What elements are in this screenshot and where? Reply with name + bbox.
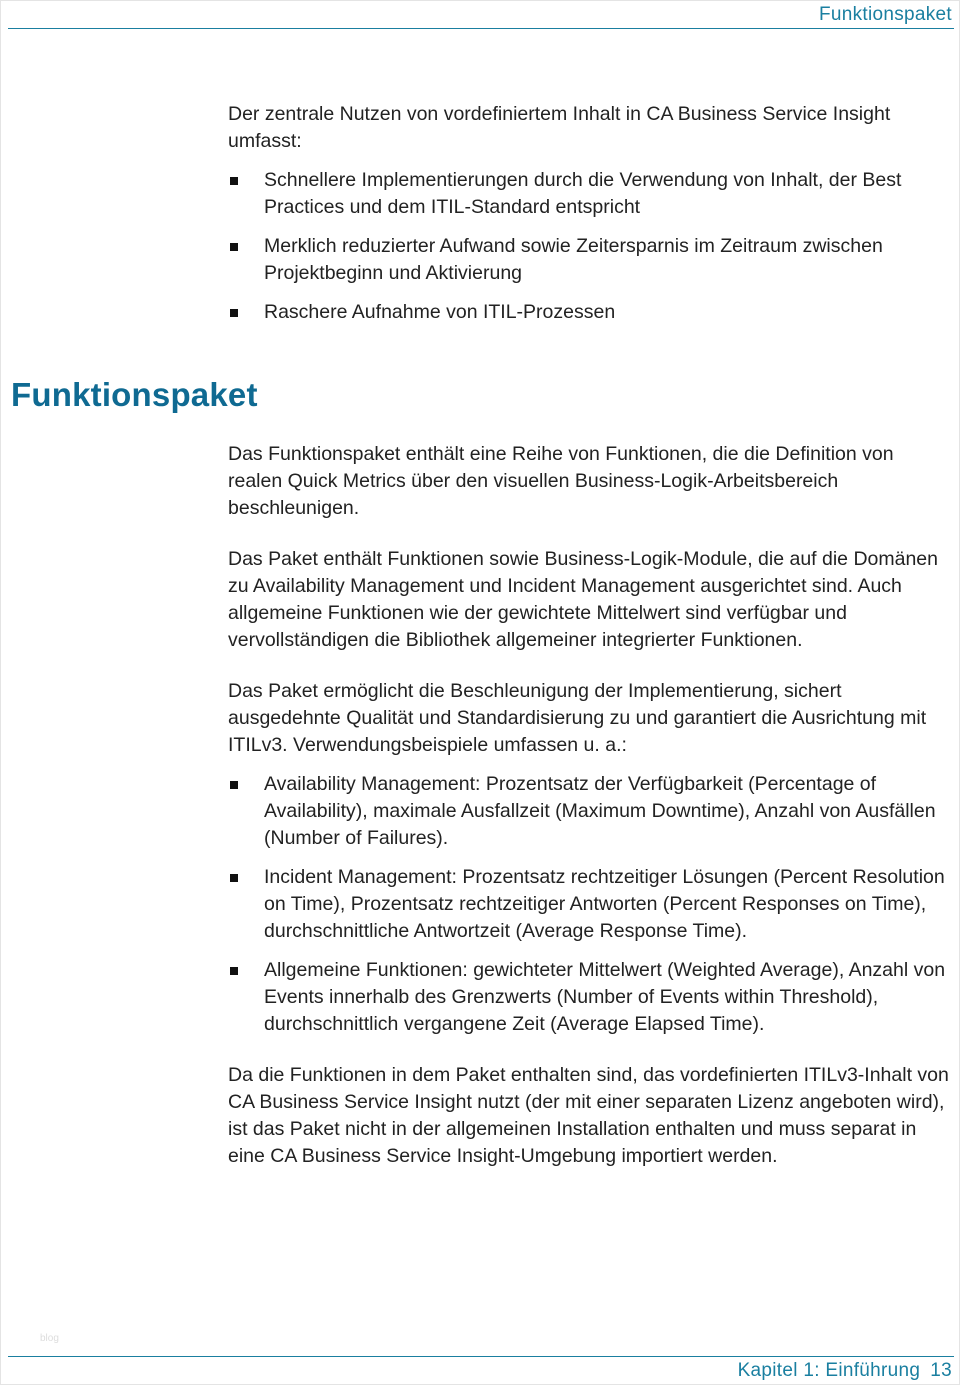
list-item-text: Merklich reduzierter Aufwand sowie Zeitersparnis im Zeitraum zwischen Projektbeginn und Aktivierung: [264, 235, 883, 284]
square-bullet-icon: [230, 967, 238, 975]
section-paragraph-2: Das Paket enthält Funktionen sowie Business-Logik-Module, die auf die Domänen zu Availability Management und Incident Management ausgerichtet sind. Auch allgemeine Funktionen wie der gewichtete Mittelwert sind verfügbar und vervollständigen die Bibliothek allgemeiner integrierter Funktionen.: [228, 548, 938, 651]
list-item-text: Availability Management: Prozentsatz der Verfügbarkeit (Percentage of Availability), maximale Ausfallzeit (Maximum Downtime), Anzahl von Ausfällen (Number of Failures).: [264, 773, 936, 849]
list-item-text: Schnellere Implementierungen durch die Verwendung von Inhalt, der Best Practices und dem ITIL-Standard entspricht: [264, 169, 902, 218]
list-item: [228, 299, 950, 326]
square-bullet-icon: [230, 309, 238, 317]
running-footer: [738, 1360, 952, 1382]
footer-chapter: Kapitel 1: Einführung: [737, 1360, 921, 1381]
watermark: blog: [40, 1333, 59, 1344]
section-paragraph-4: Da die Funktionen in dem Paket enthalten sind, das vordefinierten ITILv3-Inhalt von CA Business Service Insight nutzt (der mit einer separaten Lizenz angeboten wird), ist das Paket nicht in der allgemeinen Installation enthalten und muss separat in eine CA Business Service Insight-Umgebung importiert werden.: [228, 1064, 949, 1167]
intro-block: [228, 101, 950, 326]
section-paragraph-1: Das Funktionspaket enthält eine Reihe von Funktionen, die die Definition von realen Quick Metrics über den visuellen Business-Logik-Arbeitsbereich beschleunigen.: [228, 443, 894, 519]
list-item-text: Incident Management: Prozentsatz rechtzeitiger Lösungen (Percent Resolution on Time), Prozentsatz rechtzeitiger Antworten (Percent Responses on Time), durchschnittliche Antwortzeit (Average Response Time).: [264, 866, 945, 942]
section-paragraph-3: Das Paket ermöglicht die Beschleunigung der Implementierung, sichert ausgedehnte Qualität und Standardisierung zu und garantiert die Ausrichtung mit ITILv3. Verwendungsbeispiele umfassen u. a.:: [228, 680, 927, 756]
list-item: [228, 233, 950, 287]
intro-bullet-list: [228, 167, 950, 326]
square-bullet-icon: [230, 177, 238, 185]
square-bullet-icon: [230, 243, 238, 251]
square-bullet-icon: [230, 781, 238, 789]
usage-bullet-list: [228, 771, 950, 1038]
square-bullet-icon: [230, 874, 238, 882]
list-item: [228, 167, 950, 221]
list-item-text: Raschere Aufnahme von ITIL-Prozessen: [264, 301, 616, 323]
intro-paragraph: Der zentrale Nutzen von vordefiniertem Inhalt in CA Business Service Insight umfasst:: [228, 103, 891, 152]
section-body: [228, 441, 950, 1170]
list-item: [228, 771, 950, 852]
running-header: Funktionspaket: [818, 4, 952, 25]
list-item: [228, 864, 950, 945]
header-divider: [8, 28, 954, 29]
page-number: 13: [930, 1360, 952, 1381]
section-heading: Funktionspaket: [11, 376, 258, 413]
list-item: [228, 957, 950, 1038]
list-item-text: Allgemeine Funktionen: gewichteter Mittelwert (Weighted Average), Anzahl von Events innerhalb des Grenzwerts (Number of Events within Threshold), durchschnittlich vergangene Zeit (Average Elapsed Time).: [264, 959, 946, 1035]
footer-divider: [8, 1356, 954, 1357]
